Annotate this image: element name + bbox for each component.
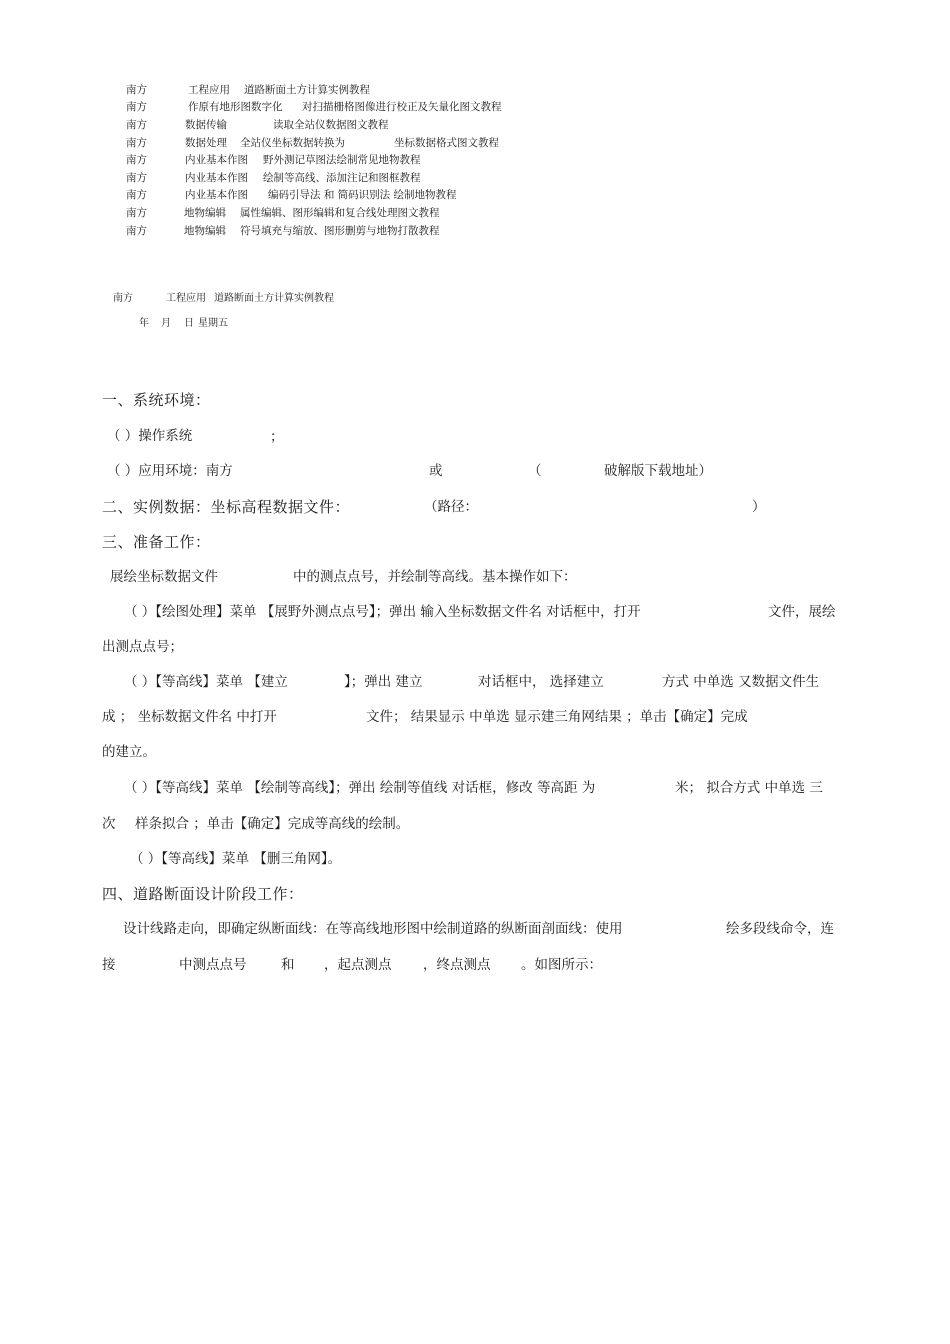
step2-a: （ ）【等高线】菜单 【建立 bbox=[124, 674, 288, 690]
toc-module: 内业基本作图 bbox=[185, 154, 248, 166]
toc-title: 读取全站仪数据图文教程 bbox=[273, 119, 389, 131]
step3-a: （ ）【等高线】菜单 【绘制等高线】；弹出 绘制等值线 对话框，修改 等高距 为 bbox=[124, 780, 596, 796]
toc-brand: 南方 bbox=[126, 189, 147, 201]
doc-brand: 南方 bbox=[113, 293, 133, 304]
toc-brand: 南方 bbox=[126, 137, 147, 149]
design-para-d: 中测点点号 bbox=[179, 957, 247, 973]
toc-module: 作原有地形图数字化 bbox=[188, 101, 283, 113]
date-day: 日 bbox=[184, 318, 194, 329]
toc-title: 属性编辑、图形编辑和复合线处理图文教程 bbox=[240, 207, 440, 219]
step2-c: 对话框中， 选择建立 bbox=[478, 674, 604, 690]
toc-brand: 南方 bbox=[126, 172, 147, 184]
design-para-a: 设计线路走向，即确定纵断面线：在等高线地形图中绘制道路的纵断面剖面线：使用 bbox=[123, 921, 623, 937]
section-3-heading: 三、准备工作： bbox=[102, 533, 211, 551]
env-item-paren: （ bbox=[528, 463, 542, 479]
toc-title: 符号填充与缩放、图形删剪与地物打散教程 bbox=[240, 225, 440, 237]
prep-intro-a: 展绘坐标数据文件 bbox=[110, 569, 218, 585]
data-path-end: ） bbox=[752, 499, 766, 515]
doc-module: 工程应用 bbox=[166, 293, 206, 304]
toc-module: 内业基本作图 bbox=[185, 189, 248, 201]
step2-f: 文件； 结果显示 中单选 显示建三角网结果 ；单击【确定】完成 bbox=[366, 709, 748, 725]
step2-d: 方式 中单选 又数据文件生 bbox=[662, 674, 820, 690]
step1-b: 文件，展绘 bbox=[768, 604, 836, 620]
step3-d: 样条拟合 ；单击【确定】完成等高线的绘制。 bbox=[135, 816, 410, 832]
toc-brand: 南方 bbox=[126, 101, 147, 113]
section-1-heading: 一、系统环境： bbox=[102, 391, 211, 409]
toc-brand: 南方 bbox=[126, 119, 147, 131]
env-item-or: 或 bbox=[429, 463, 443, 479]
toc-title-tail: 坐标数据格式图文教程 bbox=[394, 137, 499, 149]
design-para-b: 绘多段线命令，连 bbox=[726, 921, 834, 937]
toc-title: 绘制等高线、添加注记和图框教程 bbox=[263, 172, 421, 184]
design-para-e: 和 bbox=[281, 957, 295, 973]
toc-module: 数据处理 bbox=[185, 137, 227, 149]
env-item-tail: 破解版下载地址） bbox=[604, 463, 712, 479]
step3-c: 次 bbox=[102, 816, 116, 832]
step3-b: 米； 拟合方式 中单选 三 bbox=[675, 780, 823, 796]
toc-brand: 南方 bbox=[126, 84, 147, 96]
toc-brand: 南方 bbox=[126, 154, 147, 166]
toc-module: 数据传输 bbox=[185, 119, 227, 131]
date-weekday: 星期五 bbox=[198, 318, 228, 329]
toc-module: 内业基本作图 bbox=[185, 172, 248, 184]
toc-brand: 南方 bbox=[126, 207, 147, 219]
toc-module: 工程应用 bbox=[188, 84, 230, 96]
step2-b: 】；弹出 建立 bbox=[344, 674, 423, 690]
env-item: （ ）应用环境：南方 bbox=[107, 463, 233, 479]
toc-title: 野外测记草图法绘制常见地物教程 bbox=[263, 154, 421, 166]
toc-brand: 南方 bbox=[126, 225, 147, 237]
date-year: 年 bbox=[139, 318, 149, 329]
step1-a: （ ）【绘图处理】菜单 【展野外测点点号】；弹出 输入坐标数据文件名 对话框中，打开 bbox=[124, 604, 641, 620]
toc-title: 编码引导法 和 简码识别法 绘制地物教程 bbox=[268, 189, 457, 201]
section-4-heading: 四、道路断面设计阶段工作： bbox=[102, 885, 304, 903]
data-path-label: （路径： bbox=[424, 499, 478, 515]
os-item-end: ； bbox=[270, 429, 284, 445]
toc-title: 全站仪坐标数据转换为 bbox=[240, 137, 345, 149]
os-item: （ ）操作系统 bbox=[107, 428, 193, 444]
toc-title: 对扫描栅格图像进行校正及矢量化图文教程 bbox=[302, 101, 502, 113]
section-2-heading: 二、实例数据：坐标高程数据文件： bbox=[102, 498, 351, 516]
doc-title: 道路断面土方计算实例教程 bbox=[214, 293, 334, 304]
design-para-h: 。如图所示： bbox=[521, 957, 602, 973]
step1-c: 出测点点号； bbox=[102, 639, 183, 655]
step2-g: 的建立。 bbox=[102, 744, 156, 760]
design-para-g: ，终点测点 bbox=[423, 957, 491, 973]
toc-title: 道路断面土方计算实例教程 bbox=[244, 84, 370, 96]
step4: （ ）【等高线】菜单 【删三角网】。 bbox=[130, 851, 342, 867]
prep-intro-b: 中的测点点号，并绘制等高线。基本操作如下： bbox=[293, 569, 577, 585]
design-para-f: ，起点测点 bbox=[324, 957, 392, 973]
date-month: 月 bbox=[161, 318, 171, 329]
design-para-c: 接 bbox=[102, 957, 116, 973]
toc-module: 地物编辑 bbox=[184, 207, 226, 219]
step2-e: 成 ； 坐标数据文件名 中打开 bbox=[102, 709, 277, 725]
toc-module: 地物编辑 bbox=[184, 225, 226, 237]
